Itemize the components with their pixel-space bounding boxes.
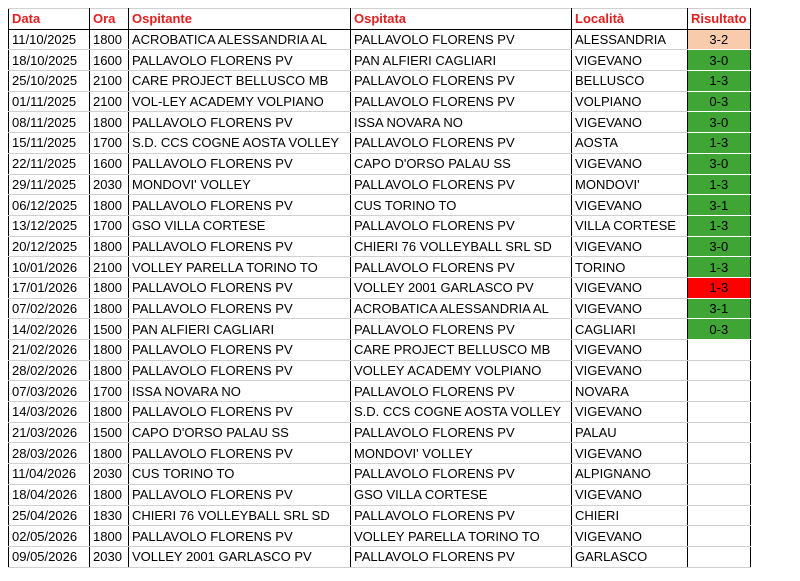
cell-ospitata[interactable]: PALLAVOLO FLORENS PV bbox=[351, 422, 572, 443]
cell-ospitata[interactable]: PALLAVOLO FLORENS PV bbox=[351, 91, 572, 112]
cell-ospitante[interactable]: ISSA NOVARA NO bbox=[129, 381, 351, 402]
cell-data[interactable]: 20/12/2025 bbox=[9, 236, 90, 257]
cell-localita[interactable]: GARLASCO bbox=[572, 546, 688, 567]
cell-ospitante[interactable]: VOLLEY 2001 GARLASCO PV bbox=[129, 546, 351, 567]
cell-localita[interactable]: VIGEVANO bbox=[572, 195, 688, 216]
cell-localita[interactable]: PALAU bbox=[572, 422, 688, 443]
table-row bbox=[9, 277, 751, 298]
cell-data[interactable]: 21/02/2026 bbox=[9, 340, 90, 361]
cell-data[interactable]: 18/04/2026 bbox=[9, 484, 90, 505]
cell-data[interactable]: 14/03/2026 bbox=[9, 402, 90, 423]
cell-localita[interactable]: VIGEVANO bbox=[572, 443, 688, 464]
cell-ospitata[interactable]: MONDOVI' VOLLEY bbox=[351, 443, 572, 464]
table-row bbox=[9, 526, 751, 547]
cell-data[interactable]: 07/03/2026 bbox=[9, 381, 90, 402]
cell-data[interactable]: 25/04/2026 bbox=[9, 505, 90, 526]
cell-localita[interactable]: VIGEVANO bbox=[572, 298, 688, 319]
table-row bbox=[9, 298, 751, 319]
cell-ospitante[interactable]: CUS TORINO TO bbox=[129, 464, 351, 485]
cell-ospitante[interactable]: CARE PROJECT BELLUSCO MB bbox=[129, 71, 351, 92]
cell-ospitante[interactable]: GSO VILLA CORTESE bbox=[129, 215, 351, 236]
header-ospitata[interactable]: Ospitata bbox=[351, 9, 572, 30]
cell-ospitante[interactable]: PALLAVOLO FLORENS PV bbox=[129, 360, 351, 381]
table-row bbox=[9, 464, 751, 485]
cell-ospitante[interactable]: PALLAVOLO FLORENS PV bbox=[129, 402, 351, 423]
cell-risultato[interactable]: 3-1 bbox=[688, 298, 751, 319]
cell-risultato[interactable] bbox=[688, 546, 751, 567]
table-row bbox=[9, 29, 751, 50]
table-row bbox=[9, 91, 751, 112]
cell-ospitante[interactable]: PALLAVOLO FLORENS PV bbox=[129, 277, 351, 298]
cell-ospitata[interactable]: PALLAVOLO FLORENS PV bbox=[351, 133, 572, 154]
cell-localita[interactable]: TORINO bbox=[572, 257, 688, 278]
cell-data[interactable]: 11/10/2025 bbox=[9, 29, 90, 50]
cell-localita[interactable]: VIGEVANO bbox=[572, 402, 688, 423]
cell-ora[interactable]: 1800 bbox=[90, 340, 129, 361]
table-row bbox=[9, 402, 751, 423]
cell-ospitante[interactable]: S.D. CCS COGNE AOSTA VOLLEY bbox=[129, 133, 351, 154]
cell-ora[interactable]: 1600 bbox=[90, 50, 129, 71]
cell-data[interactable]: 28/02/2026 bbox=[9, 360, 90, 381]
cell-data[interactable]: 02/05/2026 bbox=[9, 526, 90, 547]
cell-ora[interactable]: 2100 bbox=[90, 257, 129, 278]
cell-ospitata[interactable]: VOLLEY PARELLA TORINO TO bbox=[351, 526, 572, 547]
cell-ora[interactable]: 1800 bbox=[90, 402, 129, 423]
cell-risultato[interactable]: 1-3 bbox=[688, 133, 751, 154]
cell-ospitata[interactable]: PALLAVOLO FLORENS PV bbox=[351, 464, 572, 485]
cell-ora[interactable]: 2100 bbox=[90, 91, 129, 112]
cell-ospitante[interactable]: PALLAVOLO FLORENS PV bbox=[129, 195, 351, 216]
cell-data[interactable]: 07/02/2026 bbox=[9, 298, 90, 319]
cell-risultato[interactable]: 1-3 bbox=[688, 174, 751, 195]
cell-ospitata[interactable]: CHIERI 76 VOLLEYBALL SRL SD bbox=[351, 236, 572, 257]
cell-ora[interactable]: 1800 bbox=[90, 360, 129, 381]
cell-ora[interactable]: 1830 bbox=[90, 505, 129, 526]
cell-localita[interactable]: VIGEVANO bbox=[572, 153, 688, 174]
cell-risultato[interactable] bbox=[688, 443, 751, 464]
cell-localita[interactable]: VIGEVANO bbox=[572, 526, 688, 547]
cell-ospitata[interactable]: PALLAVOLO FLORENS PV bbox=[351, 546, 572, 567]
cell-risultato[interactable]: 0-3 bbox=[688, 91, 751, 112]
cell-ospitante[interactable]: CHIERI 76 VOLLEYBALL SRL SD bbox=[129, 505, 351, 526]
cell-data[interactable]: 11/04/2026 bbox=[9, 464, 90, 485]
cell-ora[interactable]: 1600 bbox=[90, 153, 129, 174]
cell-ora[interactable]: 1800 bbox=[90, 195, 129, 216]
cell-data[interactable]: 29/11/2025 bbox=[9, 174, 90, 195]
cell-ospitata[interactable]: ISSA NOVARA NO bbox=[351, 112, 572, 133]
cell-risultato[interactable]: 0-3 bbox=[688, 319, 751, 340]
table-row bbox=[9, 215, 751, 236]
table-row bbox=[9, 174, 751, 195]
cell-ora[interactable]: 2030 bbox=[90, 464, 129, 485]
cell-risultato[interactable]: 3-2 bbox=[688, 29, 751, 50]
cell-ora[interactable]: 1800 bbox=[90, 484, 129, 505]
cell-ora[interactable]: 1500 bbox=[90, 319, 129, 340]
table-header bbox=[9, 9, 751, 30]
cell-ospitante[interactable]: PALLAVOLO FLORENS PV bbox=[129, 236, 351, 257]
table-row bbox=[9, 153, 751, 174]
cell-localita[interactable]: CHIERI bbox=[572, 505, 688, 526]
cell-ora[interactable]: 1800 bbox=[90, 298, 129, 319]
cell-localita[interactable]: VIGEVANO bbox=[572, 50, 688, 71]
table-row bbox=[9, 236, 751, 257]
cell-risultato[interactable] bbox=[688, 402, 751, 423]
cell-ora[interactable]: 2030 bbox=[90, 546, 129, 567]
cell-localita[interactable]: VOLPIANO bbox=[572, 91, 688, 112]
cell-ospitata[interactable]: PALLAVOLO FLORENS PV bbox=[351, 381, 572, 402]
table-row bbox=[9, 340, 751, 361]
table-row bbox=[9, 50, 751, 71]
cell-localita[interactable]: MONDOVI' bbox=[572, 174, 688, 195]
header-ora[interactable]: Ora bbox=[90, 9, 129, 30]
cell-data[interactable]: 28/03/2026 bbox=[9, 443, 90, 464]
cell-ospitante[interactable]: PALLAVOLO FLORENS PV bbox=[129, 298, 351, 319]
cell-risultato[interactable] bbox=[688, 422, 751, 443]
cell-data[interactable]: 01/11/2025 bbox=[9, 91, 90, 112]
cell-data[interactable]: 22/11/2025 bbox=[9, 153, 90, 174]
cell-ospitante[interactable]: PALLAVOLO FLORENS PV bbox=[129, 50, 351, 71]
table-row bbox=[9, 443, 751, 464]
cell-ospitata[interactable]: VOLLEY 2001 GARLASCO PV bbox=[351, 277, 572, 298]
cell-risultato[interactable]: 3-0 bbox=[688, 153, 751, 174]
header-risultato[interactable]: Risultato bbox=[688, 9, 751, 30]
cell-risultato[interactable] bbox=[688, 464, 751, 485]
cell-risultato[interactable] bbox=[688, 360, 751, 381]
cell-ora[interactable]: 1700 bbox=[90, 215, 129, 236]
cell-ora[interactable]: 2100 bbox=[90, 71, 129, 92]
table-row bbox=[9, 381, 751, 402]
table-row bbox=[9, 71, 751, 92]
cell-ora[interactable]: 1800 bbox=[90, 29, 129, 50]
cell-ospitata[interactable]: PALLAVOLO FLORENS PV bbox=[351, 215, 572, 236]
cell-ospitata[interactable]: PAN ALFIERI CAGLIARI bbox=[351, 50, 572, 71]
table-row bbox=[9, 546, 751, 567]
cell-ora[interactable]: 1800 bbox=[90, 277, 129, 298]
cell-data[interactable]: 13/12/2025 bbox=[9, 215, 90, 236]
cell-localita[interactable]: NOVARA bbox=[572, 381, 688, 402]
table-row bbox=[9, 133, 751, 154]
header-row bbox=[9, 9, 751, 30]
cell-risultato[interactable]: 3-0 bbox=[688, 112, 751, 133]
cell-localita[interactable]: ALPIGNANO bbox=[572, 464, 688, 485]
header-ospitante[interactable]: Ospitante bbox=[129, 9, 351, 30]
cell-ora[interactable]: 1700 bbox=[90, 133, 129, 154]
table-row bbox=[9, 484, 751, 505]
cell-ora[interactable]: 1700 bbox=[90, 381, 129, 402]
cell-ospitante[interactable]: PALLAVOLO FLORENS PV bbox=[129, 526, 351, 547]
cell-data[interactable]: 21/03/2026 bbox=[9, 422, 90, 443]
cell-ospitata[interactable]: GSO VILLA CORTESE bbox=[351, 484, 572, 505]
cell-ospitante[interactable]: PALLAVOLO FLORENS PV bbox=[129, 340, 351, 361]
cell-ora[interactable]: 2030 bbox=[90, 174, 129, 195]
cell-risultato[interactable] bbox=[688, 340, 751, 361]
cell-ora[interactable]: 1800 bbox=[90, 526, 129, 547]
cell-data[interactable]: 08/11/2025 bbox=[9, 112, 90, 133]
cell-localita[interactable]: ALESSANDRIA bbox=[572, 29, 688, 50]
cell-ospitata[interactable]: S.D. CCS COGNE AOSTA VOLLEY bbox=[351, 402, 572, 423]
cell-data[interactable]: 06/12/2025 bbox=[9, 195, 90, 216]
cell-data[interactable]: 18/10/2025 bbox=[9, 50, 90, 71]
cell-data[interactable]: 17/01/2026 bbox=[9, 277, 90, 298]
cell-localita[interactable]: VIGEVANO bbox=[572, 360, 688, 381]
cell-ora[interactable]: 1800 bbox=[90, 443, 129, 464]
cell-ospitata[interactable]: PALLAVOLO FLORENS PV bbox=[351, 71, 572, 92]
cell-localita[interactable]: CAGLIARI bbox=[572, 319, 688, 340]
cell-ospitante[interactable]: PAN ALFIERI CAGLIARI bbox=[129, 319, 351, 340]
table-row bbox=[9, 319, 751, 340]
cell-risultato[interactable]: 1-3 bbox=[688, 277, 751, 298]
cell-localita[interactable]: VIGEVANO bbox=[572, 484, 688, 505]
cell-ospitata[interactable]: CUS TORINO TO bbox=[351, 195, 572, 216]
cell-risultato[interactable] bbox=[688, 526, 751, 547]
cell-risultato[interactable]: 3-0 bbox=[688, 50, 751, 71]
cell-risultato[interactable]: 3-1 bbox=[688, 195, 751, 216]
table-body bbox=[9, 29, 751, 567]
cell-localita[interactable]: BELLUSCO bbox=[572, 71, 688, 92]
cell-risultato[interactable]: 3-0 bbox=[688, 236, 751, 257]
cell-ospitata[interactable]: CAPO D'ORSO PALAU SS bbox=[351, 153, 572, 174]
cell-risultato[interactable] bbox=[688, 381, 751, 402]
cell-ospitante[interactable]: PALLAVOLO FLORENS PV bbox=[129, 484, 351, 505]
cell-data[interactable]: 09/05/2026 bbox=[9, 546, 90, 567]
table-row bbox=[9, 257, 751, 278]
cell-ospitante[interactable]: VOLLEY PARELLA TORINO TO bbox=[129, 257, 351, 278]
cell-ospitante[interactable]: PALLAVOLO FLORENS PV bbox=[129, 443, 351, 464]
header-localita[interactable]: Località bbox=[572, 9, 688, 30]
table-row bbox=[9, 422, 751, 443]
cell-ospitata[interactable]: PALLAVOLO FLORENS PV bbox=[351, 174, 572, 195]
cell-ospitata[interactable]: PALLAVOLO FLORENS PV bbox=[351, 505, 572, 526]
header-data[interactable]: Data bbox=[9, 9, 90, 30]
cell-ospitata[interactable]: PALLAVOLO FLORENS PV bbox=[351, 257, 572, 278]
cell-ora[interactable]: 1800 bbox=[90, 236, 129, 257]
cell-ospitata[interactable]: VOLLEY ACADEMY VOLPIANO bbox=[351, 360, 572, 381]
table-row bbox=[9, 195, 751, 216]
cell-ospitata[interactable]: PALLAVOLO FLORENS PV bbox=[351, 319, 572, 340]
cell-risultato[interactable] bbox=[688, 505, 751, 526]
cell-localita[interactable]: VIGEVANO bbox=[572, 340, 688, 361]
cell-ospitante[interactable]: PALLAVOLO FLORENS PV bbox=[129, 112, 351, 133]
cell-risultato[interactable]: 1-3 bbox=[688, 215, 751, 236]
table-row bbox=[9, 360, 751, 381]
cell-ospitante[interactable]: ACROBATICA ALESSANDRIA AL bbox=[129, 29, 351, 50]
cell-ora[interactable]: 1500 bbox=[90, 422, 129, 443]
cell-data[interactable]: 14/02/2026 bbox=[9, 319, 90, 340]
cell-risultato[interactable] bbox=[688, 484, 751, 505]
cell-ospitata[interactable]: CARE PROJECT BELLUSCO MB bbox=[351, 340, 572, 361]
cell-ospitata[interactable]: ACROBATICA ALESSANDRIA AL bbox=[351, 298, 572, 319]
cell-localita[interactable]: VIGEVANO bbox=[572, 236, 688, 257]
cell-ospitante[interactable]: MONDOVI' VOLLEY bbox=[129, 174, 351, 195]
cell-risultato[interactable]: 1-3 bbox=[688, 257, 751, 278]
cell-ospitante[interactable]: VOL-LEY ACADEMY VOLPIANO bbox=[129, 91, 351, 112]
cell-data[interactable]: 15/11/2025 bbox=[9, 133, 90, 154]
cell-ora[interactable]: 1800 bbox=[90, 112, 129, 133]
cell-data[interactable]: 10/01/2026 bbox=[9, 257, 90, 278]
cell-ospitata[interactable]: PALLAVOLO FLORENS PV bbox=[351, 29, 572, 50]
cell-localita[interactable]: AOSTA bbox=[572, 133, 688, 154]
cell-localita[interactable]: VILLA CORTESE bbox=[572, 215, 688, 236]
cell-localita[interactable]: VIGEVANO bbox=[572, 112, 688, 133]
cell-risultato[interactable]: 1-3 bbox=[688, 71, 751, 92]
cell-ospitante[interactable]: PALLAVOLO FLORENS PV bbox=[129, 153, 351, 174]
table-row bbox=[9, 505, 751, 526]
cell-localita[interactable]: VIGEVANO bbox=[572, 277, 688, 298]
cell-data[interactable]: 25/10/2025 bbox=[9, 71, 90, 92]
table-row bbox=[9, 112, 751, 133]
cell-ospitante[interactable]: CAPO D'ORSO PALAU SS bbox=[129, 422, 351, 443]
schedule-table bbox=[8, 8, 751, 568]
